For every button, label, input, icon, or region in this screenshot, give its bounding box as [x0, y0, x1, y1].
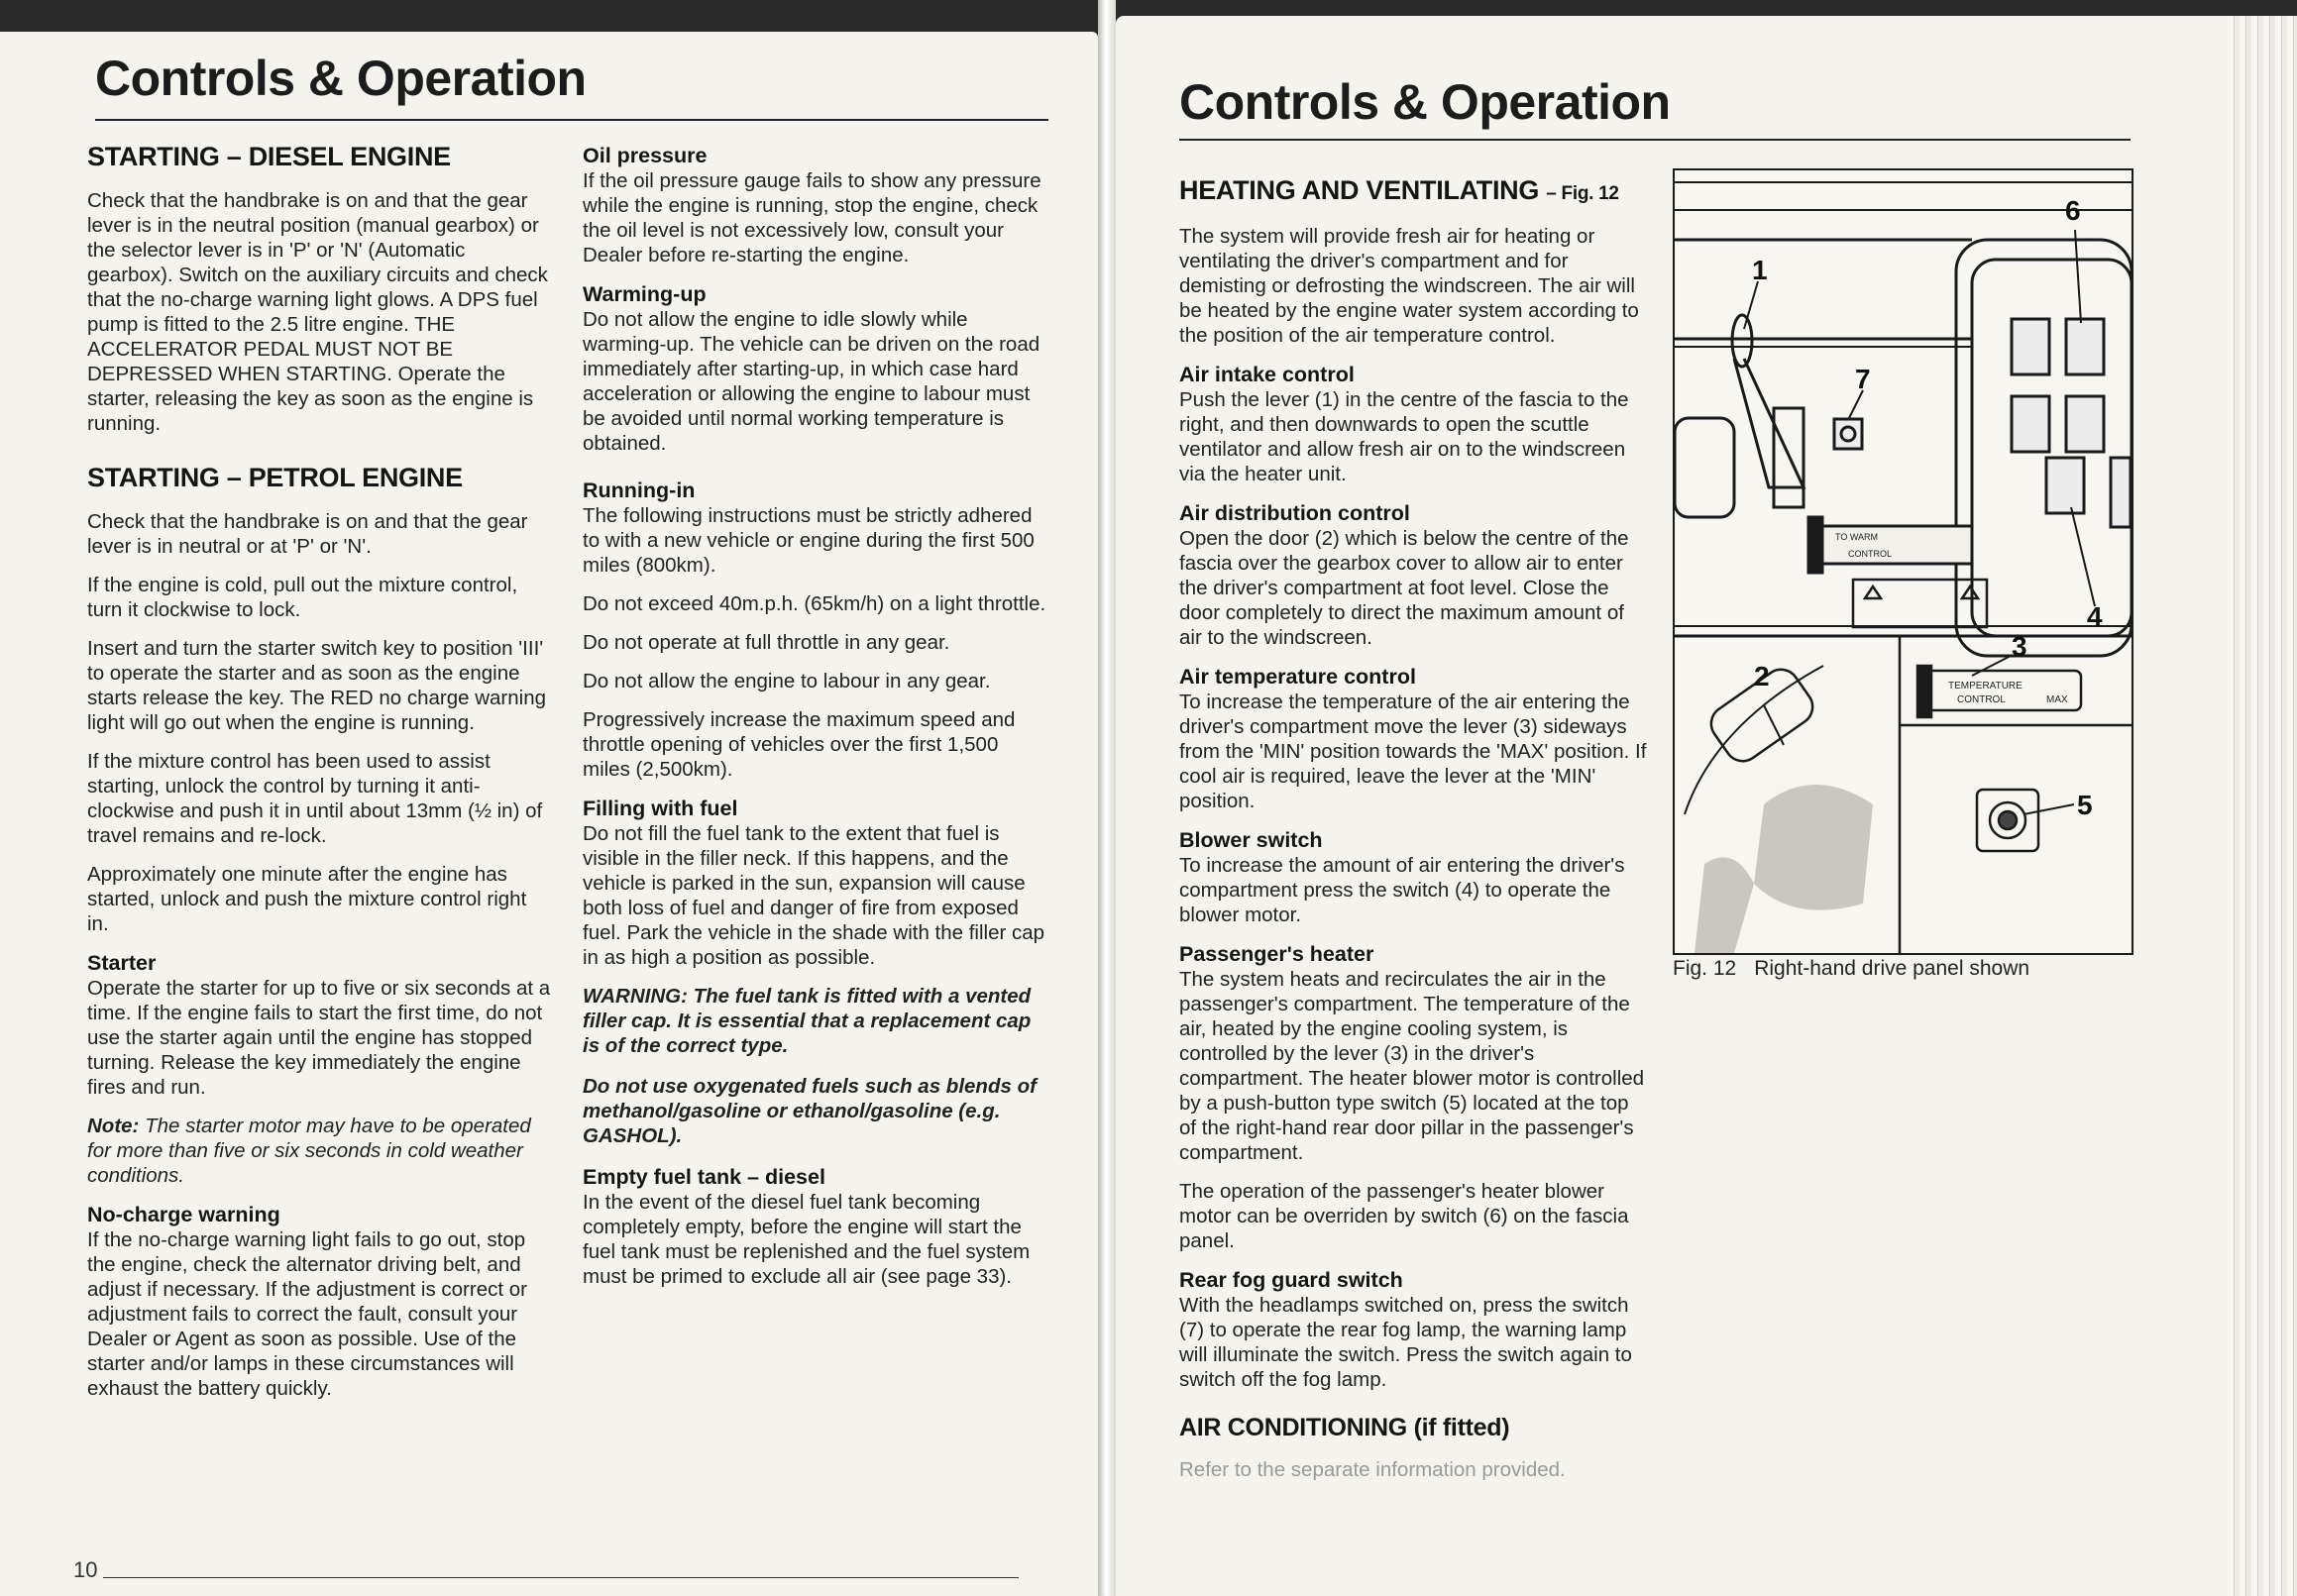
temp-label: CONTROL [1957, 694, 2006, 705]
nocharge-text: If the no-charge warning light fails to go out, stop the engine, check the alternator driving belt, and adjust if necessary. If the adjustment is correct or adjustment fails to correct the fault, consult your Dealer or Agent as soon as possible. Use of the starter and/or lamps in these circumstances will exhaust the battery quickly. [87, 1228, 527, 1400]
callout-4: 4 [2087, 601, 2103, 632]
empty-tank-text: In the event of the diesel fuel tank becoming completely empty, before the engine will start the fuel tank must be replenished and the fuel system must be primed to exclude all air (see page 33). [583, 1191, 1031, 1288]
temp-label: MAX [2046, 694, 2068, 705]
runin-paragraph: The following instructions must be strictly adhered to with a new vehicle or engine during the first 500 miles (800km). [583, 504, 1035, 577]
nocharge-heading: No-charge warning [87, 1203, 280, 1226]
intake-lever [1732, 315, 1804, 507]
heating-fig-ref: – Fig. 12 [1546, 183, 1619, 204]
callout-5: 5 [2077, 790, 2093, 820]
shaded-area [1695, 785, 1873, 953]
passenger-heater-text: The operation of the passenger's heater blower motor can be overriden by switch (6) on the fascia panel. [1179, 1180, 1629, 1252]
fog-heading: Rear fog guard switch [1179, 1268, 1403, 1292]
heating-heading [1179, 174, 1649, 210]
blower-text: To increase the amount of air entering the driver's compartment press the switch (4) to operate the blower motor. [1179, 854, 1625, 926]
fuel-text: Do not fill the fuel tank to the extent that fuel is visible in the filler neck. If this happens, and the vehicle is parked in the sun, expansion will cause both loss of fuel and danger of fire from exposed fuel. Park the vehicle in the shade with the filler cap in as high a position as possible. [583, 822, 1045, 969]
runin-paragraph: Do not operate at full throttle in any gear. [583, 631, 950, 654]
note [87, 1114, 553, 1188]
runin-paragraph: Do not exceed 40m.p.h. (65km/h) on a light throttle. [583, 592, 1046, 615]
lower-panels [1685, 636, 2132, 953]
callout-3: 3 [2012, 631, 2027, 662]
oil-heading: Oil pressure [583, 144, 708, 167]
page-number: 10 [73, 1557, 98, 1582]
oxygenated-warning: Do not use oxygenated fuels such as blends of methanol/gasoline or ethanol/gasoline (e.g. GASHOL). [583, 1075, 1037, 1147]
dash-panel [1675, 182, 2132, 656]
caption-text: Right-hand drive panel shown [1754, 957, 2030, 980]
title-rule [95, 119, 1048, 121]
book-spine [1098, 0, 1116, 1596]
warmup-heading: Warming-up [583, 282, 707, 306]
aircon-text: Refer to the separate information provided. [1179, 1458, 1566, 1481]
runin-paragraph: Do not allow the engine to labour in any gear. [583, 670, 991, 692]
petrol-paragraph: Insert and turn the starter switch key to position 'III' to operate the starter and as soon as the engine starts release the key. The RED no charge warning light will go out when the engine is running. [87, 637, 547, 734]
diesel-text: Check that the handbrake is on and that the gear lever is in the neutral position (manual gearbox) or the selector lever is in 'P' or 'N' (Automatic gearbox). Switch on the auxiliary circuits and check that the no-charge warning light glows. A DPS fuel pump is fitted to the 2.5 litre engine. THE ACCELERATOR PEDAL MUST NOT BE DEPRESSED WHEN STARTING. Operate the starter, releasing the key as soon as the engine is running. [87, 189, 548, 435]
runin-heading: Running-in [583, 479, 696, 502]
diesel-heading: STARTING – DIESEL ENGINE [87, 142, 451, 171]
figure-caption [1673, 957, 2047, 981]
title-rule [1179, 139, 2131, 141]
figure-12 [1673, 168, 2133, 955]
starter-heading: Starter [87, 951, 157, 975]
petrol-paragraph: If the mixture control has been used to assist starting, unlock the control by turning it anti-clockwise and push it in until about 13mm (½ in) of travel remains and re-lock. [87, 750, 543, 847]
page-title: Controls & Operation [95, 51, 587, 106]
fuel-heading: Filling with fuel [583, 797, 738, 820]
callout-2: 2 [1754, 661, 1770, 692]
left-page [0, 32, 1098, 1596]
air-intake-heading: Air intake control [1179, 363, 1355, 386]
callout-7: 7 [1855, 364, 1871, 394]
runin-paragraph: Progressively increase the maximum speed and throttle opening of vehicles over the first 1,500 miles (2,500km). [583, 708, 1016, 781]
empty-tank-heading: Empty fuel tank – diesel [583, 1165, 825, 1189]
air-distribution-heading: Air distribution control [1179, 501, 1410, 525]
left-column-2 [583, 143, 1050, 1303]
air-temperature-heading: Air temperature control [1179, 665, 1416, 689]
callout-1: 1 [1752, 255, 1768, 285]
air-intake-text: Push the lever (1) in the centre of the fascia to the right, and then downwards to open the scuttle ventilator and allow fresh air on to the windscreen via the heater unit. [1179, 388, 1629, 485]
temp-label: TEMPERATURE [1948, 681, 2023, 692]
fresh-air-lever [1808, 517, 1972, 573]
passenger-heater-text: The system heats and recirculates the air in the passenger's compartment. The temperature of the air, heated by the engine cooling system, is controlled by the lever (3) in the driver's compartment. The heater blower motor is controlled by a push-button type switch (5) located at the top of the right-hand rear door pillar in the passenger's compartment. [1179, 968, 1645, 1164]
lever-label: CONTROL [1848, 549, 1893, 559]
note-text: The starter motor may have to be operated for more than five or six seconds in cold weather conditions. [87, 1115, 531, 1187]
heating-text: The system will provide fresh air for heating or ventilating the driver's compartment and for demisting or defrosting the windscreen. The air will be heated by the engine water system according to the position of the air temperature control. [1179, 225, 1639, 347]
bottom-rule [103, 1577, 1019, 1578]
heater-switches [1834, 319, 2131, 527]
air-distribution-text: Open the door (2) which is below the centre of the fascia over the gearbox cover to allow air to enter the driver's compartment at foot level. Close the door completely to direct the maximum amount of air to the windscreen. [1179, 527, 1629, 649]
passenger-heater-heading: Passenger's heater [1179, 942, 1374, 966]
lever-label: TO WARM [1835, 532, 1878, 542]
oil-text: If the oil pressure gauge fails to show any pressure while the engine is running, stop the engine, check the oil level is not excessively low, consult your Dealer before re-starting the engine. [583, 169, 1041, 266]
fog-text: With the headlamps switched on, press the switch (7) to operate the rear fog lamp, the warning lamp will illuminate the switch. Press the switch again to switch off the fog lamp. [1179, 1294, 1632, 1391]
fuel-warning: WARNING: The fuel tank is fitted with a vented filler cap. It is essential that a replacement cap is of the correct type. [583, 985, 1032, 1057]
left-column-1 [87, 141, 553, 1415]
callout-6: 6 [2065, 195, 2081, 226]
note-label: Note: [87, 1115, 140, 1137]
heating-title: HEATING AND VENTILATING [1179, 175, 1540, 205]
air-temperature-text: To increase the temperature of the air entering the driver's compartment move the lever (3) sideways from the 'MIN' position towards the 'MAX' position. If cool air is required, leave the lever at the 'MIN' position. [1179, 691, 1647, 812]
dashboard-diagram [1675, 170, 2132, 953]
warmup-text: Do not allow the engine to idle slowly while warming-up. The vehicle can be driven on the road immediately after starting-up, in which case hard acceleration or allowing the engine to labour must be avoided until normal working temperature is obtained. [583, 308, 1040, 455]
petrol-paragraph: If the engine is cold, pull out the mixture control, turn it clockwise to lock. [87, 574, 518, 621]
right-page [1116, 16, 2297, 1596]
petrol-heading: STARTING – PETROL ENGINE [87, 463, 463, 492]
page-title: Controls & Operation [1179, 74, 1671, 130]
blower-heading: Blower switch [1179, 828, 1323, 852]
starter-text: Operate the starter for up to five or six seconds at a time. If the engine fails to start the first time, do not use the starter again until the engine has stopped turning. Release the key immediately the engine fires and run. [87, 977, 551, 1099]
right-column [1179, 174, 1649, 1496]
aircon-heading: AIR CONDITIONING (if fitted) [1179, 1414, 1510, 1441]
page-edges [2228, 16, 2297, 1596]
petrol-paragraph: Check that the handbrake is on and that the gear lever is in neutral or at 'P' or 'N'. [87, 510, 528, 558]
petrol-paragraph: Approximately one minute after the engine has started, unlock and push the mixture control right in. [87, 863, 527, 935]
warning-panel [1853, 580, 1987, 627]
caption-number: Fig. 12 [1673, 957, 1737, 980]
